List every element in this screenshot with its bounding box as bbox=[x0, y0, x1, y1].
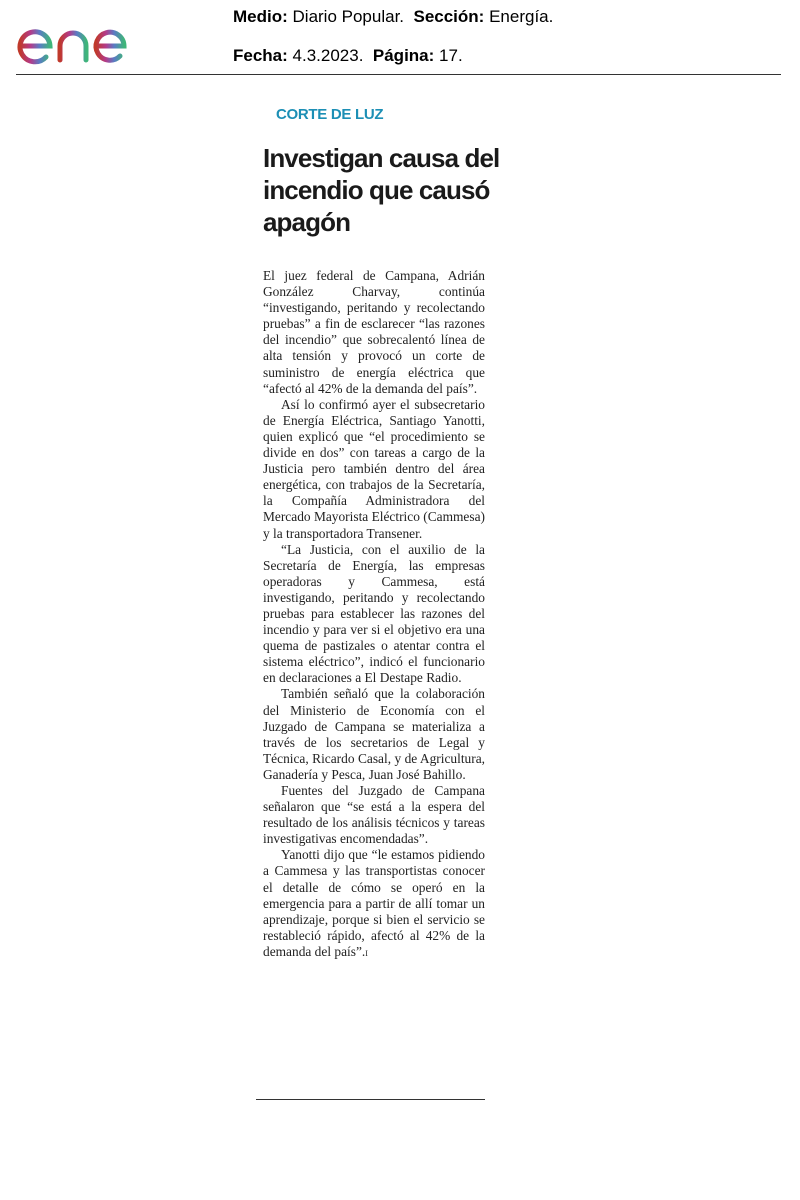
seccion-value: Energía. bbox=[489, 7, 554, 26]
fecha-value: 4.3.2023. bbox=[292, 46, 364, 65]
header-medio-seccion bbox=[233, 7, 553, 27]
article-end-divider bbox=[256, 1099, 485, 1100]
article-paragraph: Así lo confirmó ayer el subsecretario de Energía Eléctrica, Santiago Yanotti, quien explicó que “el procedimiento se divide en dos” con tareas a cargo de la Justicia pero también dentro del área energética, con trabajos de la Secretaría, la Compañía Administradora del Mercado Mayorista Eléctrico (Cammesa) y la transportadora Transener. bbox=[263, 396, 485, 541]
enel-logo bbox=[16, 14, 172, 70]
medio-value: Diario Popular. bbox=[292, 7, 405, 26]
fecha-label: Fecha: bbox=[233, 46, 288, 65]
header-fecha-pagina bbox=[233, 46, 463, 66]
article-headline: Investigan causa del incendio que causó apagón bbox=[263, 143, 500, 237]
seccion-label: Sección: bbox=[413, 7, 485, 26]
article-paragraph: El juez federal de Campana, Adrián González Charvay, continúa “investigando, peritando y recolectando pruebas” a fin de esclarecer “las razones del incendio” que sobrecalentó línea de alta tensión y provocó un corte de suministro de energía eléctrica que “afectó al 42% de la demanda del país”. bbox=[263, 268, 485, 396]
pagina-label: Página: bbox=[372, 46, 435, 65]
medio-label: Medio: bbox=[233, 7, 288, 26]
article-kicker: CORTE DE LUZ bbox=[276, 106, 384, 123]
article-paragraph: “La Justicia, con el auxilio de la Secretaría de Energía, las empresas operadoras y Cammesa, está investigando, peritando y recolectando pruebas para establecer las razones del incendio y para ver si el objetivo era una quema de pastizales o atentar contra el sistema eléctrico”, indicó el funcionario en declaraciones a El Destape Radio. bbox=[263, 541, 485, 686]
article-paragraph: También señaló que la colaboración del Ministerio de Economía con el Juzgado de Campana se materializa a través de los secretarios de Legal y Técnica, Ricardo Casal, y de Agricultura, Ganadería y Pesca, Juan José Bahillo. bbox=[263, 686, 485, 782]
article-paragraph: Fuentes del Juzgado de Campana señalaron que “se está a la espera del resultado de los análisis técnicos y tareas investigativas encomendadas”. bbox=[263, 783, 485, 847]
pagina-value: 17. bbox=[439, 46, 463, 65]
article-paragraph-last bbox=[263, 847, 485, 962]
article-paragraph-text: Yanotti dijo que “le estamos pidiendo a Cammesa y las transportistas conocer el detalle de cómo se operó en la emergencia para a partir de allí tomar un aprendizaje, porque si bien el servicio se restableció rápido, afectó al 42% de la demanda del país”. bbox=[263, 847, 485, 959]
header-divider bbox=[16, 74, 781, 75]
article-body bbox=[263, 268, 485, 962]
end-mark: I bbox=[365, 948, 368, 958]
